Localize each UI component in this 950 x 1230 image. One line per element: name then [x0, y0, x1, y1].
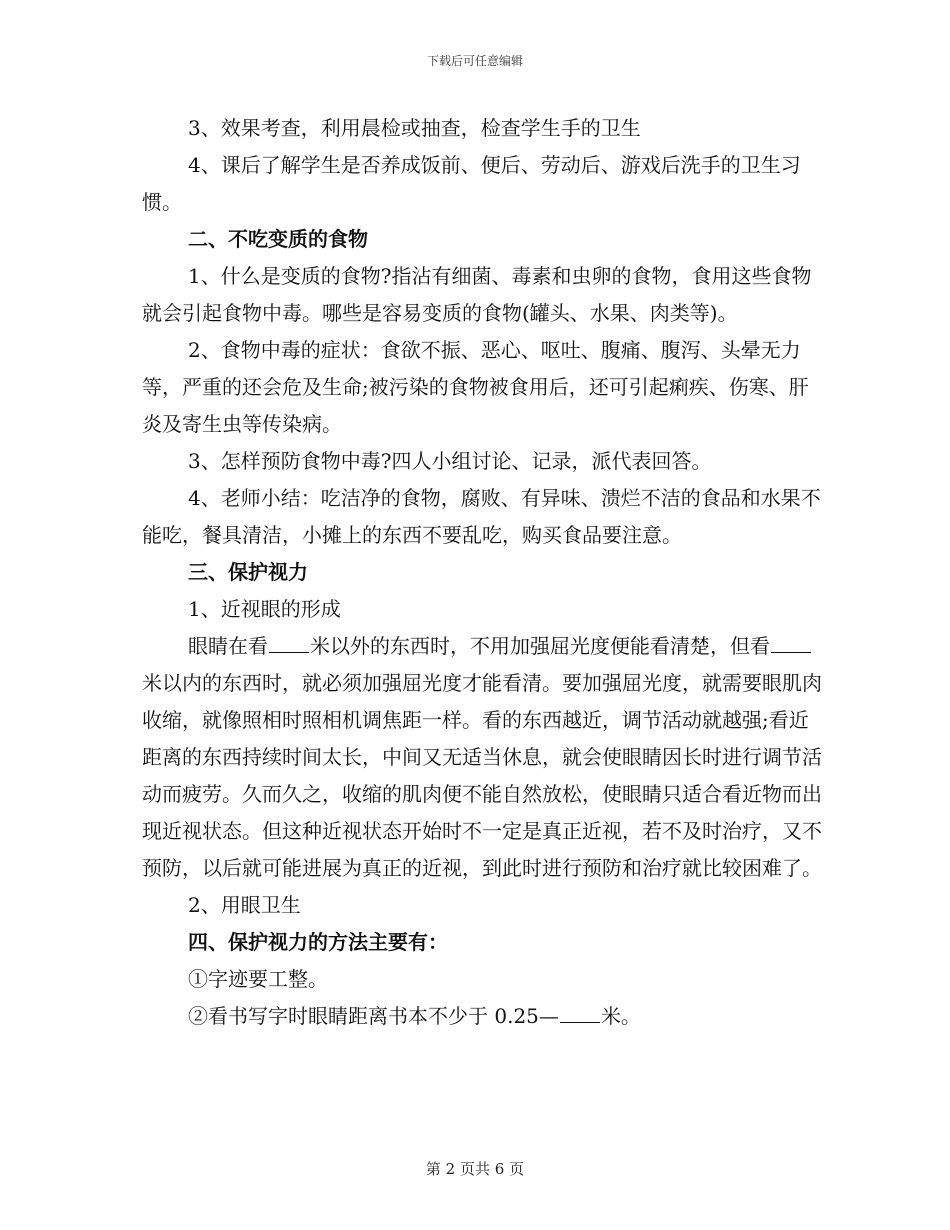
- paragraph: 1、近视眼的形成: [188, 597, 341, 621]
- section-heading: 三、保护视力: [188, 560, 308, 584]
- fill-in-blank: [771, 634, 811, 653]
- text-span: 米以内的东西时，就必须加强屈光度才能看清。要加强屈光度，就需要眼肌肉收缩，就像照相时照相机调焦距一样。看的东西越近，调节活动就越强;看近距离的东西持续时间太长，中间又无适当休息，就会使眼睛因长时进行调节活动而疲劳。久而久之，收缩的肌肉便不能自然放松，使眼睛只适合看近物而出现近视状态。但这种近视状态开始时不一定是真正近视，若不及时治疗，又不预防，以后就可能进展为真正的近视，到此时进行预防和治疗就比较困难了。: [142, 671, 822, 880]
- text-span: 米。: [600, 1004, 641, 1028]
- document-body: [142, 110, 822, 1035]
- paragraph: 4、课后了解学生是否养成饭前、便后、劳动后、游戏后洗手的卫生习惯。: [142, 153, 801, 214]
- paragraph: 1、什么是变质的食物?指沾有细菌、毒素和虫卵的食物，食用这些食物就会引起食物中毒。哪些是容易变质的食物(罐头、水果、肉类等)。: [142, 264, 812, 325]
- text-span: 米以外的东西时，不用加强屈光度便能看清楚，但看: [310, 634, 770, 658]
- paragraph: 2、食物中毒的症状：食欲不振、恶心、呕吐、腹痛、腹泻、头晕无力等，严重的还会危及生命;被污染的食物被食用后，还可引起痢疾、伤寒、肝炎及寄生虫等传染病。: [142, 338, 809, 436]
- paragraph: [142, 628, 822, 887]
- paragraph: 2、用眼卫生: [188, 893, 301, 917]
- section-heading: 四、保护视力的方法主要有：: [188, 930, 448, 954]
- page-header: 下载后可任意编辑: [426, 54, 523, 68]
- paragraph: 4、老师小结：吃洁净的食物，腐败、有异味、溃烂不洁的食品和水果不能吃，餐具清洁，小摊上的东西不要乱吃，购买食品要注意。: [142, 486, 821, 547]
- text-span: ②看书写字时眼睛距离书本不少于 0.25—: [188, 1004, 559, 1028]
- paragraph: ①字迹要工整。: [188, 967, 328, 991]
- paragraph: 3、效果考查，利用晨检或抽查，检查学生手的卫生: [188, 116, 641, 140]
- paragraph: 3、怎样预防食物中毒?四人小组讨论、记录，派代表回答。: [188, 449, 712, 473]
- page-footer: 第 2 页共 6 页: [425, 1160, 525, 1178]
- paragraph: [142, 998, 822, 1035]
- fill-in-blank: [269, 634, 309, 653]
- section-heading: 二、不吃变质的食物: [188, 227, 368, 251]
- text-span: 眼睛在看: [188, 634, 268, 658]
- fill-in-blank: [560, 1004, 600, 1023]
